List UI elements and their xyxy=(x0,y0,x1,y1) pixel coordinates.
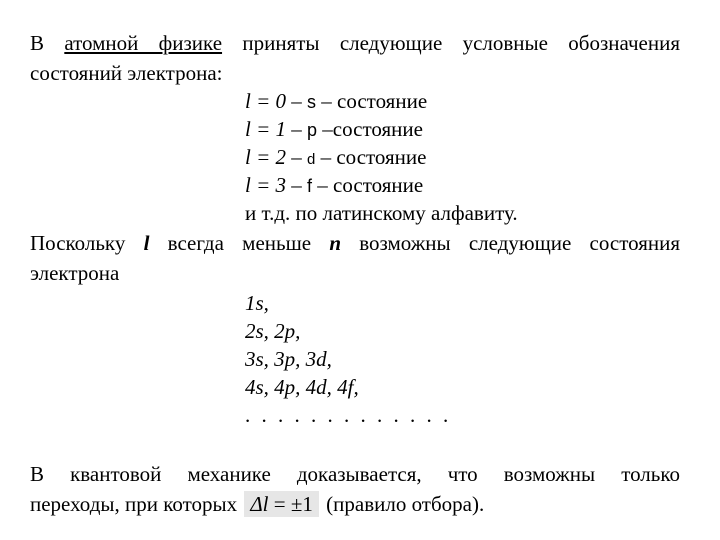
state-word: состояние xyxy=(336,145,427,169)
selection-rule-label: (правило отбора). xyxy=(320,492,485,516)
state-word: состояние xyxy=(337,89,428,113)
state-l-value: 3 xyxy=(275,173,287,197)
intro-rest: приняты следующие условные обозначения xyxy=(222,31,680,55)
state-line-3: l = 3 – f – состояние xyxy=(245,173,424,197)
orbital-row-2: 2s, 2p, xyxy=(245,319,301,343)
l-symbol: l xyxy=(143,231,150,255)
etc-line: и т.д. по латинскому алфавиту. xyxy=(245,201,518,225)
orbital-row-4: 4s, 4p, 4d, 4f, xyxy=(245,375,359,399)
state-word: состояние xyxy=(332,117,423,141)
quantum-line-1: В квантовой механике доказывается, что возможны только xyxy=(30,462,681,486)
state-letter: s xyxy=(307,92,317,112)
state-word: состояние xyxy=(333,173,424,197)
intro-line-1 xyxy=(30,30,680,56)
atomic-physics-term: атомной физике xyxy=(64,31,223,55)
state-l-symbol: l xyxy=(245,89,251,113)
state-letter: p xyxy=(307,120,318,140)
state-l-symbol: l xyxy=(245,117,251,141)
since-line-1: Поскольку l всегда меньше n возможны следующие состояния xyxy=(30,231,680,255)
state-l-symbol: l xyxy=(245,145,251,169)
orbital-row-1: 1s, xyxy=(245,291,269,315)
state-l-value: 1 xyxy=(275,117,287,141)
n-symbol: n xyxy=(329,231,341,255)
state-l-value: 0 xyxy=(275,89,287,113)
selection-rule-formula: Δl = ±1 xyxy=(244,491,319,517)
state-line-1: l = 1 – p –состояние xyxy=(245,117,423,141)
state-l-value: 2 xyxy=(275,145,287,169)
state-line-2: l = 2 – d – состояние xyxy=(245,145,427,169)
intro-line-2: состояний электрона: xyxy=(30,61,223,85)
state-l-symbol: l xyxy=(245,173,251,197)
state-line-0: l = 0 – s – состояние xyxy=(245,89,428,113)
orbital-ellipsis: . . . . . . . . . . . . . xyxy=(245,403,452,427)
orbital-row-3: 3s, 3p, 3d, xyxy=(245,347,332,371)
intro-lead: В xyxy=(30,31,65,55)
state-letter: f xyxy=(307,176,313,196)
state-letter: d xyxy=(307,151,316,168)
quantum-line-2: переходы, при которых Δl = ±1 (правило отбора). xyxy=(30,492,485,516)
since-line-2: электрона xyxy=(30,261,120,285)
